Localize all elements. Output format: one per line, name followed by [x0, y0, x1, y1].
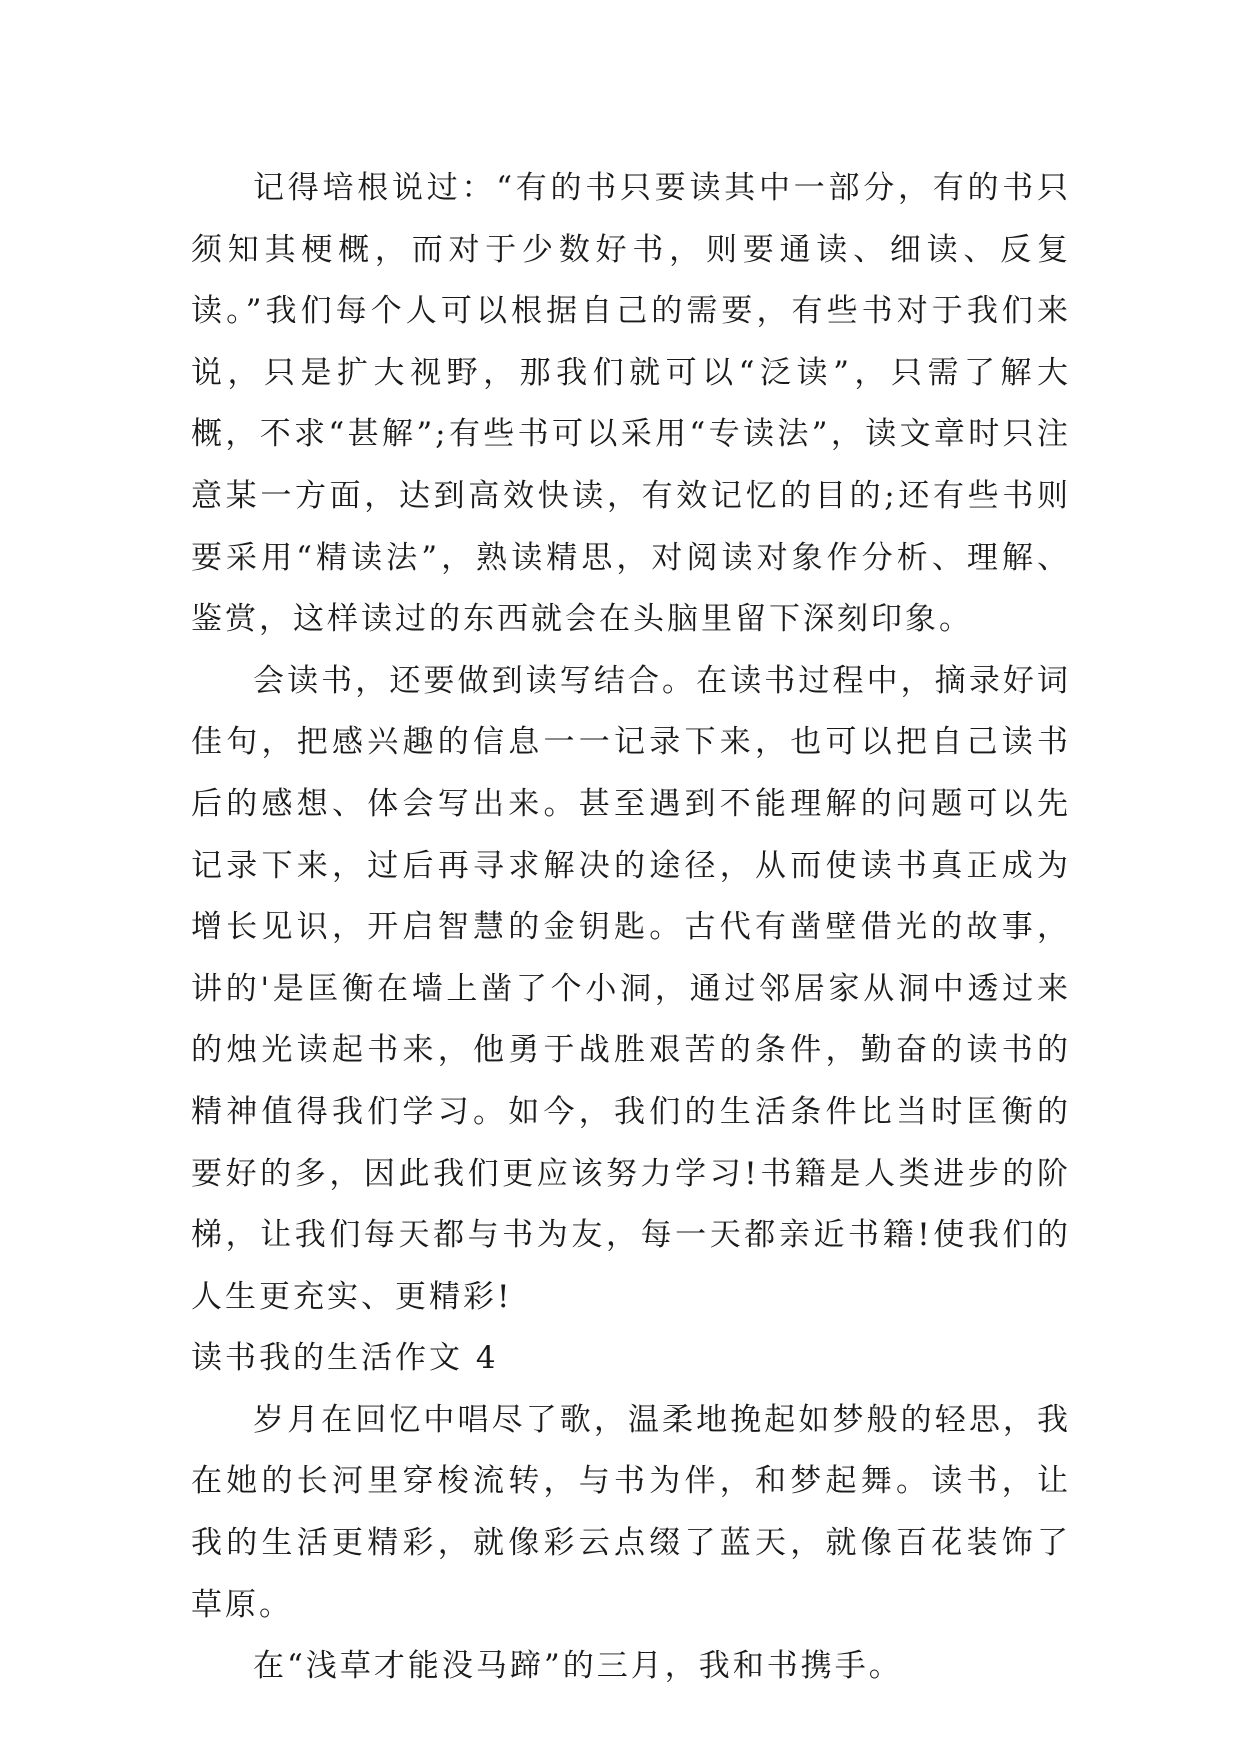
paragraph-memories: 岁月在回忆中唱尽了歌，温柔地挽起如梦般的轻思，我在她的长河里穿梭流转，与书为伴，和梦起舞。读书，让我的生活更精彩，就像彩云点缀了蓝天，就像百花装饰了草原。 — [191, 1401, 1071, 1623]
document-body — [191, 158, 1071, 1698]
paragraph-reading-methods: 记得培根说过：“有的书只要读其中一部分，有的书只须知其梗概，而对于少数好书，则要通读、细读、反复读。”我们每个人可以根据自己的需要，有些书对于我们来说，只是扩大视野，那我们就可以“泛读”，只需了解大概，不求“甚解”;有些书可以采用“专读法”，读文章时只注意某一方面，达到高效快读，有效记忆的目的;还有些书则要采用“精读法”，熟读精思，对阅读对象作分析、理解、鉴赏，这样读过的东西就会在头脑里留下深刻印象。 — [191, 170, 1071, 638]
paragraph-march: 在“浅草才能没马蹄”的三月，我和书携手。 — [253, 1648, 903, 1685]
section-heading: 读书我的生活作文 4 — [191, 1340, 499, 1377]
paragraph-reading-and-writing: 会读书，还要做到读写结合。在读书过程中，摘录好词佳句，把感兴趣的信息一一记录下来，也可以把自己读书后的感想、体会写出来。甚至遇到不能理解的问题可以先记录下来，过后再寻求解决的途径，从而使读书真正成为增长见识，开启智慧的金钥匙。古代有凿壁借光的故事，讲的'是匡衡在墙上凿了个小洞，通过邻居家从洞中透过来的烛光读起书来，他勇于战胜艰苦的条件，勤奋的读书的精神值得我们学习。如今，我们的生活条件比当时匡衡的要好的多，因此我们更应该努力学习!书籍是人类进步的阶梯，让我们每天都与书为友，每一天都亲近书籍!使我们的人生更充实、更精彩! — [191, 662, 1071, 1315]
